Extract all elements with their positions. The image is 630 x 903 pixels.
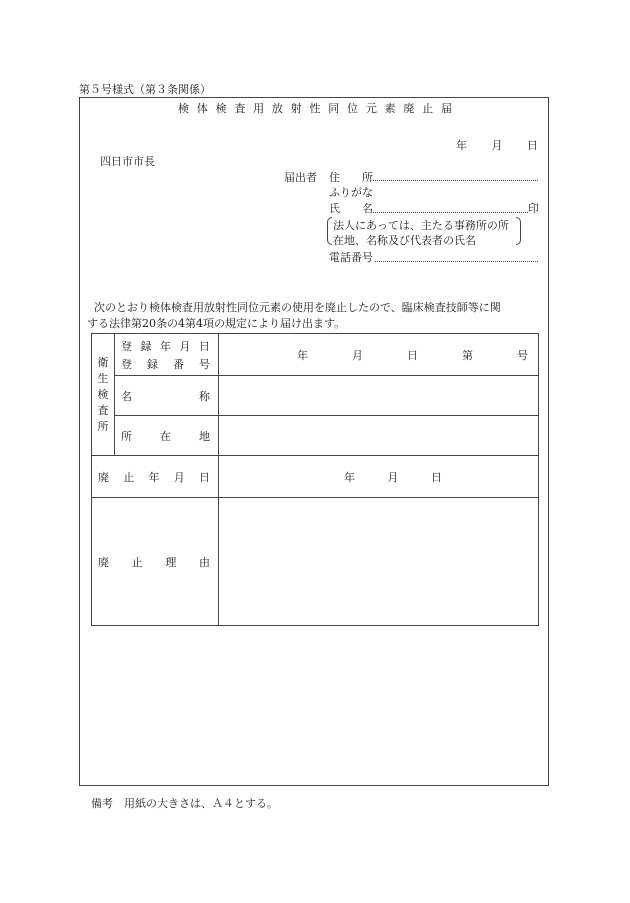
month-label: 月	[491, 139, 503, 152]
day-label: 日	[527, 139, 538, 152]
name-value-cell[interactable]	[219, 376, 539, 416]
name-label: 氏 名	[329, 202, 373, 215]
location-char: 地	[199, 429, 210, 443]
abolish-date-char: 廃	[98, 470, 109, 484]
reason-char: 止	[131, 555, 143, 569]
abolish-date-value-char: 日	[431, 470, 442, 484]
date-line	[456, 137, 538, 153]
abolish-date-char: 月	[173, 470, 185, 484]
address-label: 住 所	[329, 171, 373, 184]
addressee: 四日市市長	[100, 155, 155, 168]
form-number: 第５号様式（第３条関係）	[79, 83, 211, 96]
year-label: 年	[456, 139, 467, 152]
reg-value-char: 月	[352, 348, 363, 362]
section-header-cell	[92, 334, 115, 456]
applicant-label: 届出者	[284, 171, 317, 184]
abolish-date-value-char: 年	[344, 470, 355, 484]
title-char: 射	[290, 102, 302, 115]
abolish-date-char: 止	[123, 470, 135, 484]
reason-char: 由	[198, 555, 210, 569]
reg-no-char: 登	[121, 357, 132, 371]
form-title	[178, 100, 452, 116]
body-text-line1: 次のとおり検体検査用放射性同位元素の使用を廃止したので、臨床検査技師等に関	[94, 301, 501, 314]
name-field[interactable]	[373, 212, 528, 213]
reg-label-cell	[115, 334, 219, 376]
title-char: 放	[271, 102, 283, 115]
title-char: 位	[347, 102, 359, 115]
reg-no-char: 録	[147, 357, 158, 371]
abolish-date-char: 日	[199, 470, 210, 484]
title-char: 用	[253, 102, 265, 115]
reg-value-cell[interactable]	[219, 334, 539, 376]
title-char: 性	[309, 102, 321, 115]
reg-value-char: 号	[517, 348, 528, 362]
reg-date-char: 日	[199, 339, 210, 353]
left-bracket	[327, 217, 332, 245]
reg-value-char: 日	[407, 348, 418, 362]
reason-label-cell	[92, 498, 219, 626]
title-char: 検	[215, 102, 227, 115]
section-char: 所	[97, 419, 109, 433]
reg-date-char: 月	[179, 339, 191, 353]
body-text-line2: する法律第20条の4第4項の規定により届け出ます。	[87, 317, 346, 330]
reg-value-char: 第	[462, 348, 473, 362]
abolish-date-value-cell[interactable]	[219, 456, 539, 498]
section-char: 査	[97, 403, 109, 417]
location-label-cell	[115, 416, 219, 456]
section-char: 衛	[97, 355, 109, 369]
name-char: 称	[199, 389, 210, 403]
reason-char: 廃	[98, 555, 109, 569]
furigana-label: ふりがな	[329, 186, 373, 199]
phone-label: 電話番号	[329, 251, 373, 264]
reg-date-char: 登	[121, 339, 132, 353]
reg-value-char: 年	[297, 348, 308, 362]
title-char: 検	[178, 102, 189, 115]
title-char: 体	[196, 102, 208, 115]
title-char: 査	[234, 102, 246, 115]
name-label-cell	[115, 376, 219, 416]
location-char: 所	[121, 429, 132, 443]
reason-char: 理	[165, 555, 177, 569]
reg-date-char: 録	[140, 339, 152, 353]
seal-mark: 印	[528, 202, 539, 215]
title-char: 届	[440, 102, 452, 115]
right-bracket	[516, 217, 521, 245]
section-char: 生	[97, 371, 109, 385]
title-char: 同	[328, 102, 340, 115]
abolish-date-label-cell	[92, 456, 219, 498]
corp-note-line2: 在地、名称及び代表者の氏名	[333, 234, 476, 247]
reason-value-cell[interactable]	[219, 498, 539, 626]
title-char: 元	[365, 102, 377, 115]
registration-table	[91, 333, 539, 626]
phone-field[interactable]	[375, 261, 538, 262]
abolish-date-char: 年	[148, 470, 160, 484]
title-char: 素	[384, 102, 396, 115]
name-char: 名	[121, 389, 132, 403]
reg-date-char: 年	[160, 339, 171, 353]
remark: 備考 用紙の大きさは、Ａ４とする。	[91, 797, 278, 810]
address-field[interactable]	[373, 180, 538, 181]
corp-note-line1: 法人にあっては、主たる事務所の所	[333, 219, 509, 232]
abolish-date-value-char: 月	[387, 470, 399, 484]
location-char: 在	[160, 429, 171, 443]
section-char: 検	[97, 387, 109, 401]
reg-no-char: 番	[173, 357, 184, 371]
title-char: 廃	[403, 102, 415, 115]
reg-no-char: 号	[199, 357, 210, 371]
location-value-cell[interactable]	[219, 416, 539, 456]
title-char: 止	[422, 102, 434, 115]
